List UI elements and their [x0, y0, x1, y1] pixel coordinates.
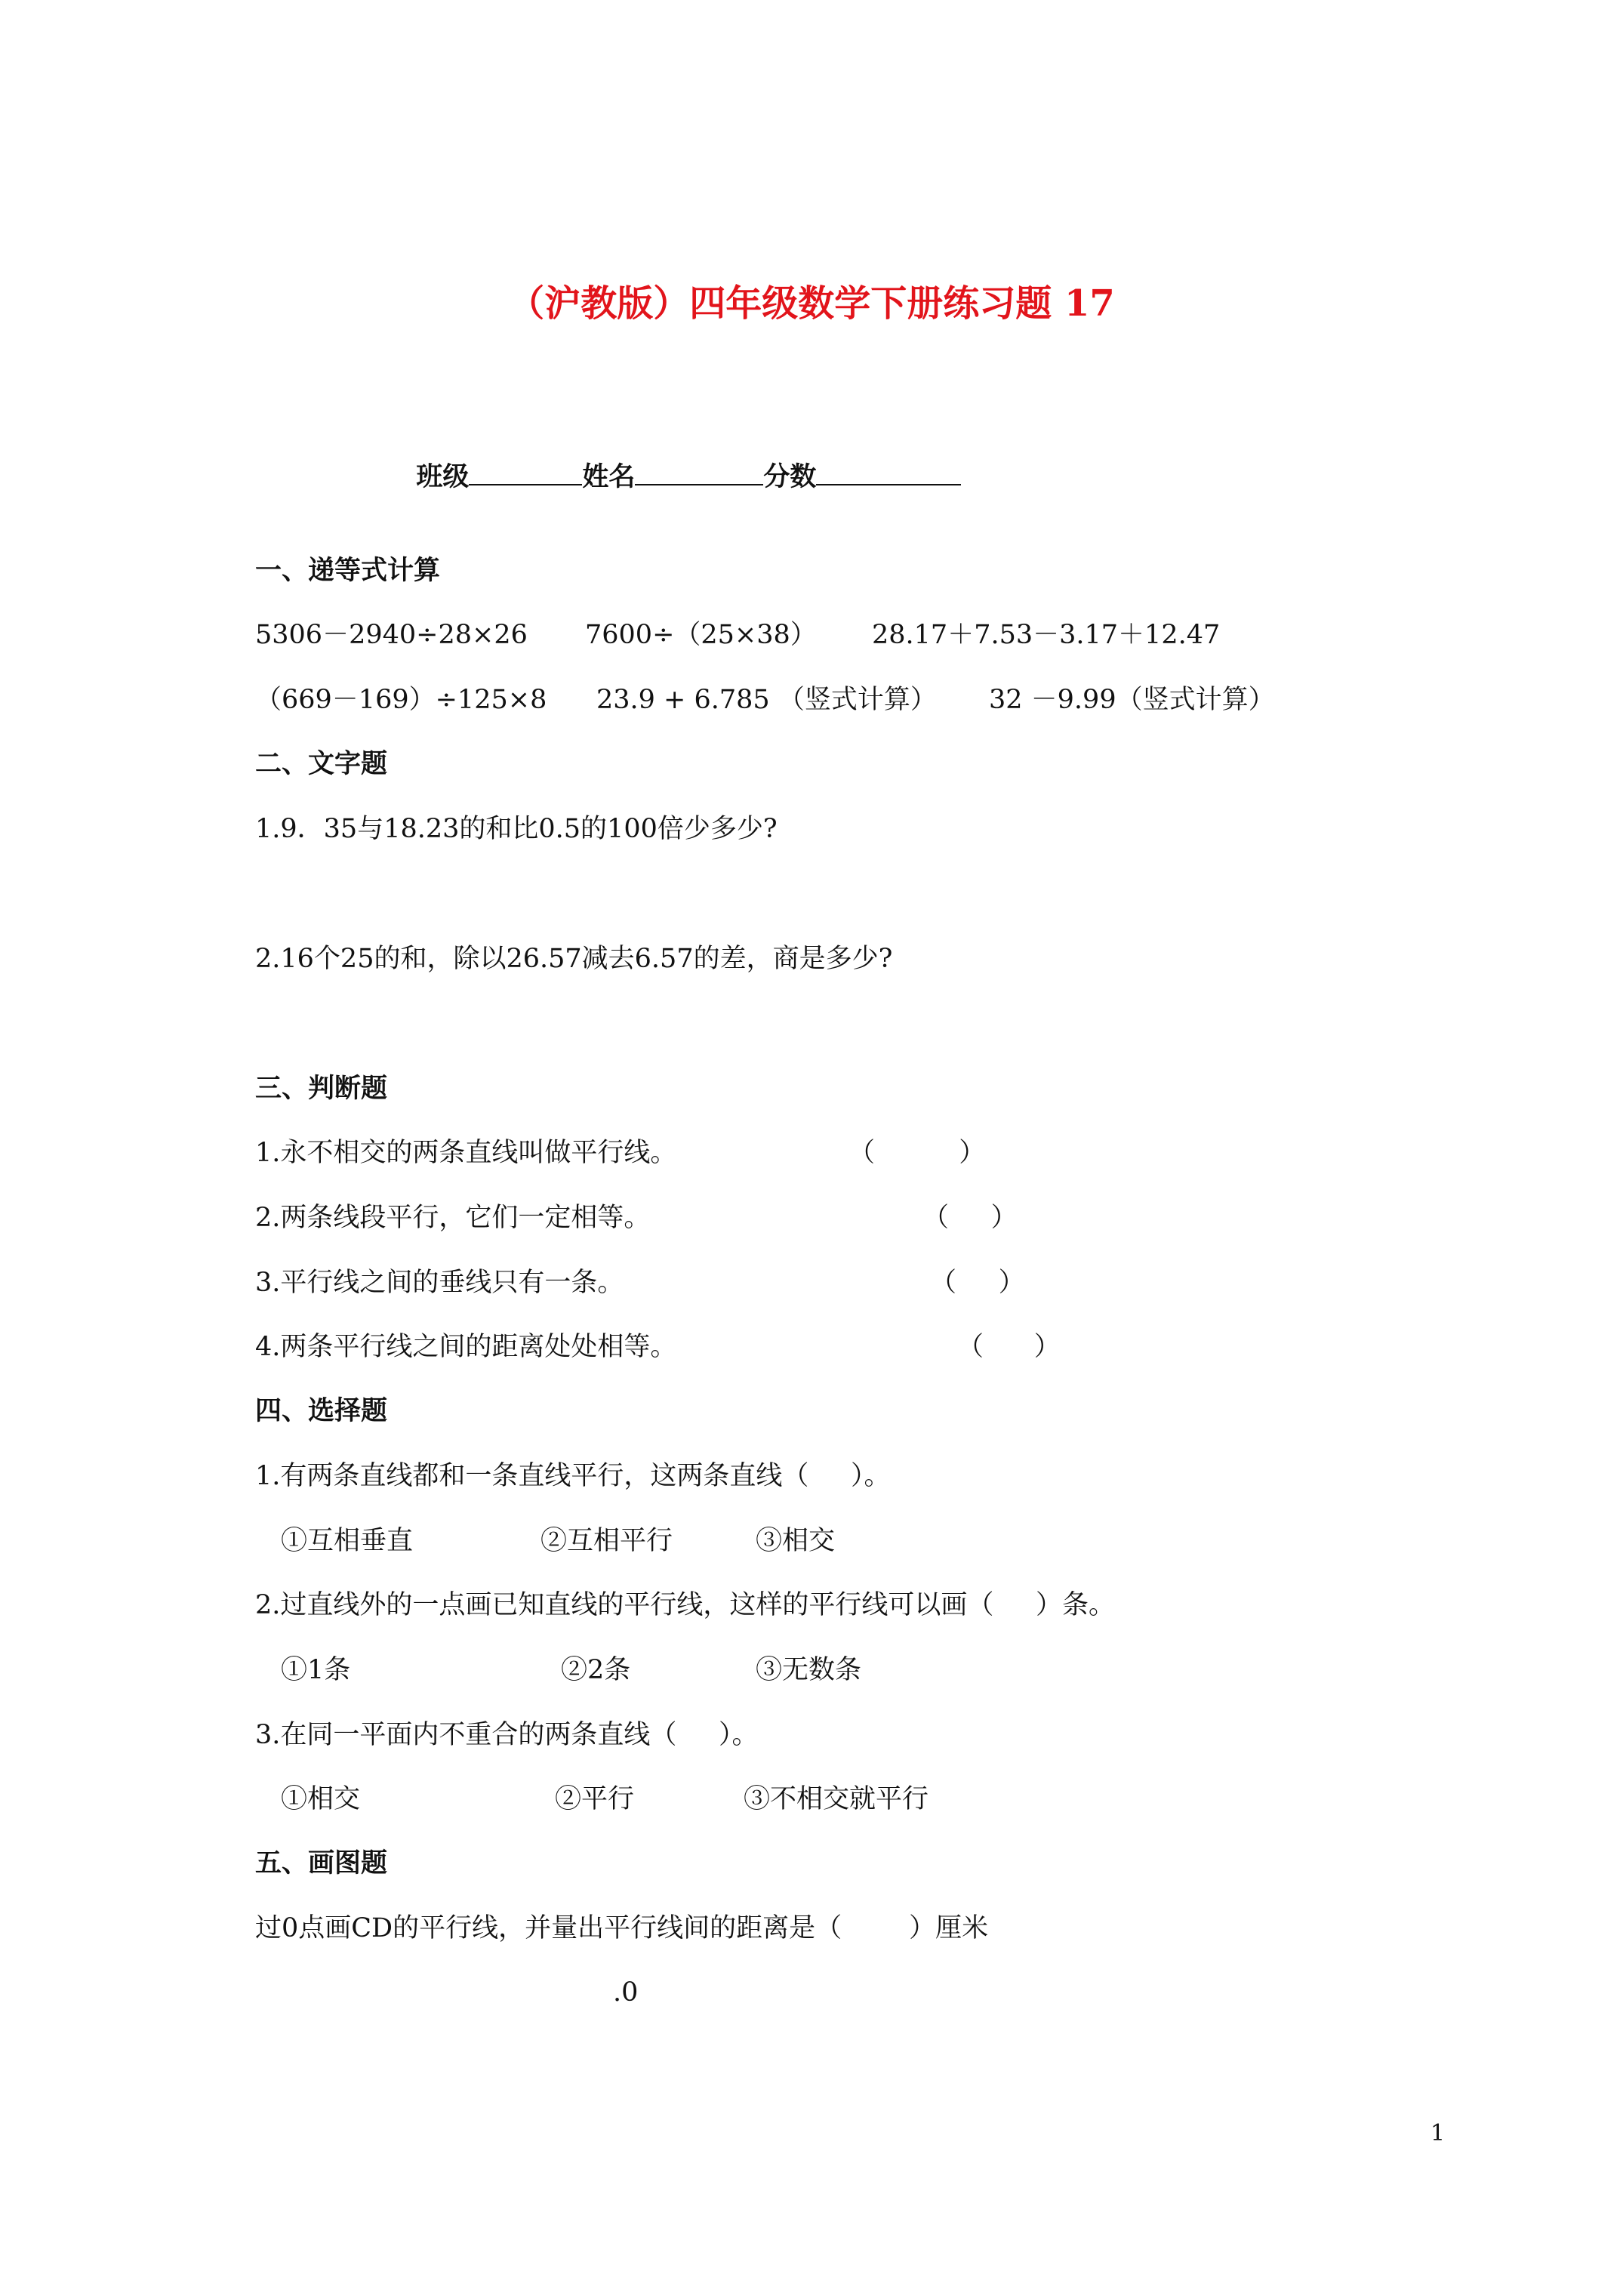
choice-option[interactable]: ③相交 [756, 1526, 836, 1556]
score-blank[interactable] [816, 461, 961, 485]
judge-bracket[interactable]: （ ） [930, 1268, 1025, 1298]
judge-bracket[interactable]: （ ） [848, 1138, 986, 1168]
choice-option[interactable]: ②互相平行 [540, 1526, 673, 1556]
name-label: 姓名 [582, 461, 636, 492]
word-problem: 2.16个25的和，除以26.57减去6.57的差，商是多少? [255, 944, 893, 974]
name-blank[interactable] [635, 461, 763, 485]
judge-item: 2.两条线段平行，它们一定相等。 [255, 1203, 651, 1233]
drawing-question: 过0点画CD的平行线，并量出平行线间的距离是（ ）厘米 [255, 1913, 989, 1943]
class-blank[interactable] [469, 461, 582, 485]
calc-item: 7600÷（25×38） [585, 620, 817, 650]
section4-heading: 四、选择题 [255, 1395, 388, 1426]
word-problem: 1.9．35与18.23的和比0.5的100倍少多少? [255, 814, 778, 844]
choice-option[interactable]: ③无数条 [756, 1655, 862, 1685]
judge-item: 1.永不相交的两条直线叫做平行线。 [255, 1138, 677, 1168]
choice-option[interactable]: ②2条 [561, 1655, 631, 1685]
calc-item: 5306－2940÷28×26 [255, 620, 528, 650]
judge-item: 3.平行线之间的垂线只有一条。 [255, 1268, 624, 1298]
calc-item: 23.9 + 6.785 （竖式计算） [596, 685, 937, 715]
page-title: （沪教版）四年级数学下册练习题 17 [508, 282, 1115, 325]
choice-question: 3.在同一平面内不重合的两条直线（ ）。 [255, 1720, 759, 1750]
calc-item: 32 －9.99（竖式计算） [989, 685, 1275, 715]
section3-heading: 三、判断题 [255, 1073, 388, 1104]
choice-question: 2.过直线外的一点画已知直线的平行线，这样的平行线可以画（ ）条。 [255, 1590, 1116, 1620]
choice-option[interactable]: ①互相垂直 [281, 1526, 414, 1556]
page-number: 1 [1431, 2120, 1446, 2147]
choice-option[interactable]: ②平行 [555, 1784, 635, 1814]
score-label: 分数 [763, 461, 817, 492]
choice-option[interactable]: ①1条 [281, 1655, 351, 1685]
class-label: 班级 [416, 461, 470, 492]
student-info-row [398, 427, 961, 494]
section5-heading: 五、画图题 [255, 1848, 388, 1878]
choice-option[interactable]: ③不相交就平行 [744, 1784, 929, 1814]
judge-bracket[interactable]: （ ） [957, 1332, 1061, 1362]
judge-item: 4.两条平行线之间的距离处处相等。 [255, 1332, 677, 1362]
section2-heading: 二、文字题 [255, 748, 388, 779]
calc-item: 28.17＋7.53－3.17＋12.47 [872, 620, 1221, 650]
calc-item: （669－169）÷125×8 [255, 685, 547, 715]
judge-bracket[interactable]: （ ） [922, 1203, 1018, 1233]
choice-question: 1.有两条直线都和一条直线平行，这两条直线（ ）。 [255, 1461, 891, 1491]
section1-heading: 一、递等式计算 [255, 555, 441, 586]
choice-option[interactable]: ①相交 [281, 1784, 361, 1814]
point-o-label: .0 [613, 1977, 639, 2008]
